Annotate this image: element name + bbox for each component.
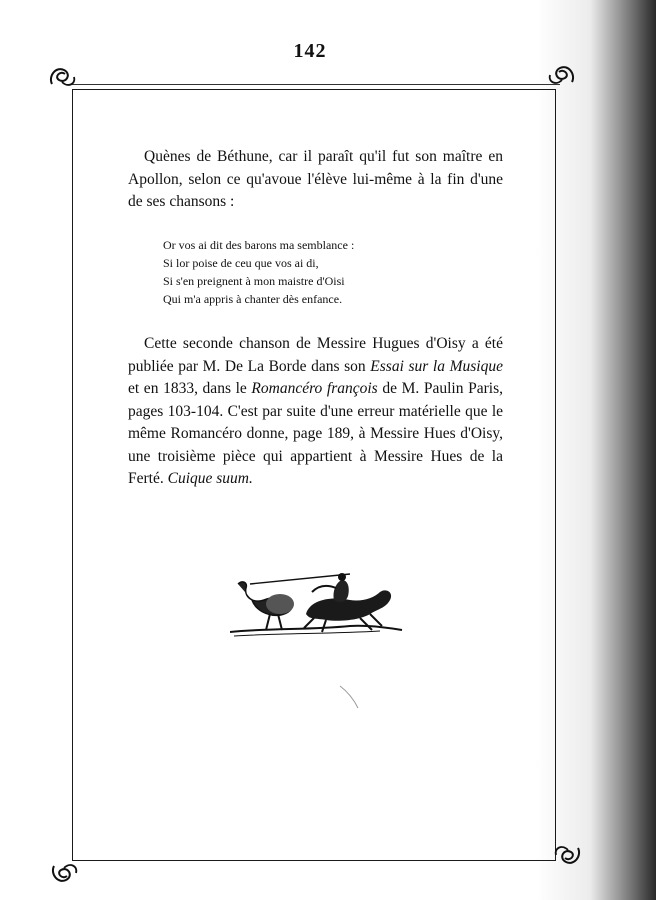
floral-corner-ornament-icon [550, 840, 584, 870]
verse-line: Or vos ai dit des barons ma semblance : [163, 238, 355, 252]
floral-corner-ornament-icon [46, 62, 80, 92]
verse-line: Qui m'a appris à chanter dès enfance. [163, 292, 343, 306]
stray-mark [338, 684, 362, 710]
verse-quotation [163, 236, 354, 308]
paragraph-2-part-3: de M. Paulin Paris, pages 103-104. C'est par suite d'une erreur matérielle que le même Romancéro donne, page 189, à Messire Hues d'Oisy, une troisième pièce qui appartient à Messire Hues de la Ferté. [128, 380, 503, 487]
latin-motto: Cuique suum. [167, 470, 253, 487]
book-title-romancero: Romancéro françois [251, 380, 378, 397]
page-number: 142 [293, 40, 327, 62]
paragraph-2-text [128, 333, 503, 491]
paragraph-2-part-1: Cette seconde chanson de Messire Hugues d'Oisy a été publiée par M. De La Borde dans son [128, 335, 503, 375]
paragraph-2-part-2: et en 1833, dans le [128, 380, 252, 397]
book-title-essai: Essai sur la Musique [370, 357, 503, 375]
verse-line: Si s'en preignent à mon maistre d'Oisi [163, 274, 345, 288]
paragraph-2 [128, 333, 503, 491]
paragraph-1 [128, 146, 503, 214]
verse-line: Si lor poise de ceu que vos ai di, [163, 256, 319, 270]
ostrich-and-knight-vignette-icon [230, 570, 410, 642]
floral-corner-ornament-icon [544, 60, 578, 90]
floral-corner-ornament-icon [48, 858, 82, 888]
paragraph-1-text: Quènes de Béthune, car il paraît qu'il fut son maître en Apollon, selon ce qu'avoue l'élève lui-même à la fin d'une de ses chansons : [128, 148, 503, 210]
